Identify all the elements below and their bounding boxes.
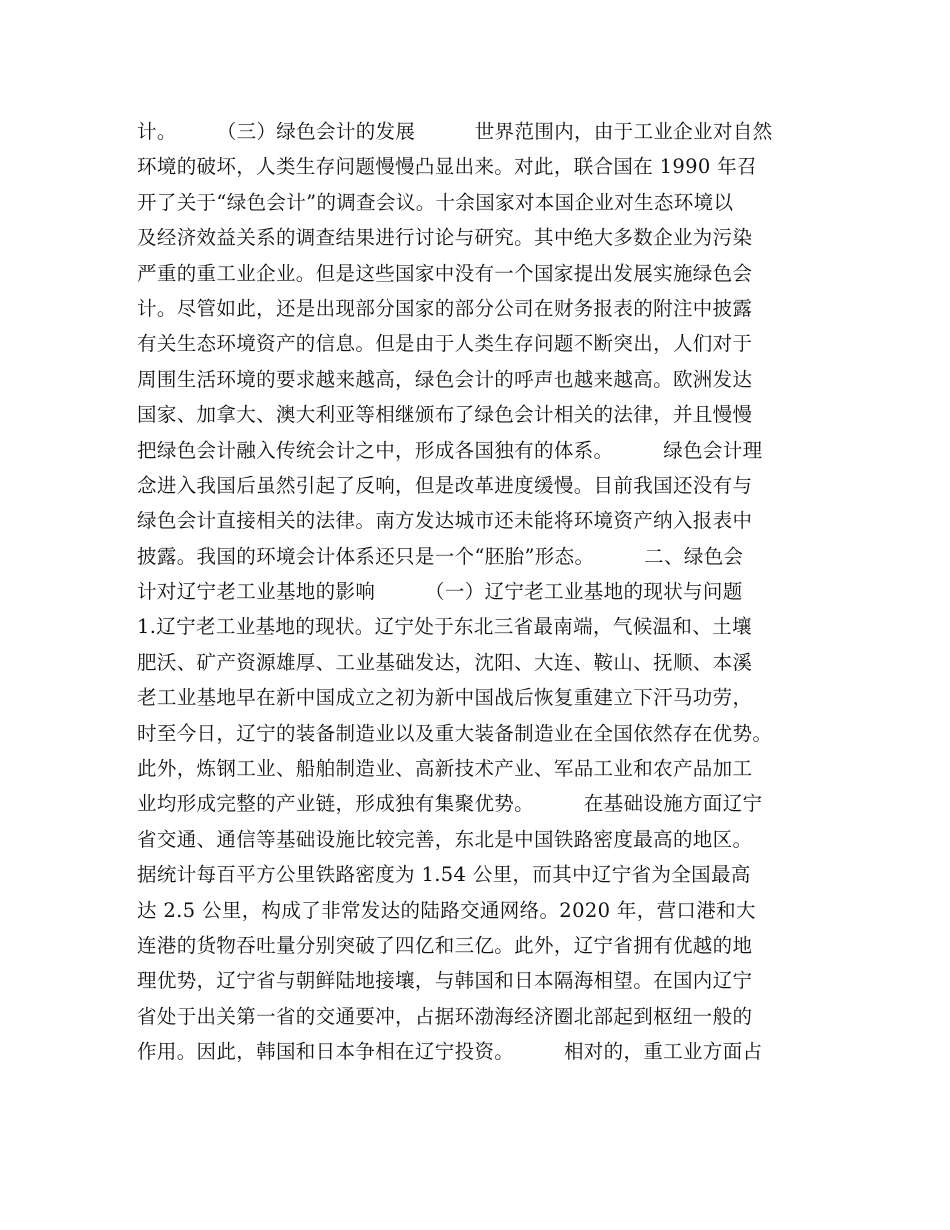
text-line: 理优势，辽宁省与朝鲜陆地接壤，与韩国和日本隔海相望。在国内辽宁 xyxy=(137,969,753,993)
text-line: 作用。因此，韩国和日本争相在辽宁投资。 相对的，重工业方面占 xyxy=(137,1040,763,1064)
text-line: 连港的货物吞吐量分别突破了四亿和三亿。此外，辽宁省拥有优越的地 xyxy=(137,933,753,957)
text-line: 有关生态环境资产的信息。但是由于人类生存问题不断突出，人们对于 xyxy=(137,332,753,356)
text-line: 念进入我国后虽然引起了反响，但是改革进度缓慢。目前我国还没有与 xyxy=(137,473,753,497)
text-line: 国家、加拿大、澳大利亚等相继颁布了绿色会计相关的法律，并且慢慢 xyxy=(137,403,753,427)
text-line: 计。 （三）绿色会计的发展 世界范围内，由于工业企业对自然 xyxy=(137,120,773,143)
text-line: 披露。我国的环境会计体系还只是一个“胚胎”形态。 二、绿色会 xyxy=(137,544,744,568)
text-line: 据统计每百平方公里铁路密度为 1.54 公里，而其中辽宁省为全国最高 xyxy=(137,863,751,887)
text-line: 达 2.5 公里，构成了非常发达的陆路交通网络。2020 年，营口港和大 xyxy=(137,898,756,922)
text-line: 1.辽宁老工业基地的现状。辽宁处于东北三省最南端，气候温和、土壤 xyxy=(137,615,752,639)
text-line: 肥沃、矿产资源雄厚、工业基础发达，沈阳、大连、鞍山、抚顺、本溪 xyxy=(137,650,753,674)
text-line: 开了关于“绿色会计”的调查会议。十余国家对本国企业对生态环境以 xyxy=(137,190,734,214)
text-line: 省处于出关第一省的交通要冲，占据环渤海经济圈北部起到枢纽一般的 xyxy=(137,1004,753,1028)
text-line: 及经济效益关系的调查结果进行讨论与研究。其中绝大多数企业为污染 xyxy=(137,226,753,250)
text-line: 时至今日，辽宁的装备制造业以及重大装备制造业在全国依然存在优势。 xyxy=(137,721,773,745)
text-line: 严重的重工业企业。但是这些国家中没有一个国家提出发展实施绿色会 xyxy=(137,261,753,285)
text-line: 省交通、通信等基础设施比较完善，东北是中国铁路密度最高的地区。 xyxy=(137,827,753,851)
text-line: 环境的破坏，人类生存问题慢慢凸显出来。对此，联合国在 1990 年召 xyxy=(137,155,757,179)
body-text xyxy=(137,114,837,1070)
text-line: 计对辽宁老工业基地的影响 （一）辽宁老工业基地的现状与问题 xyxy=(137,580,743,604)
text-line: 业均形成完整的产业链，形成独有集聚优势。 在基础设施方面辽宁 xyxy=(137,792,763,816)
text-line: 老工业基地早在新中国成立之初为新中国战后恢复重建立下汗马功劳， xyxy=(137,686,753,710)
text-line: 计。尽管如此，还是出现部分国家的部分公司在财务报表的附注中披露 xyxy=(137,296,753,320)
text-line: 把绿色会计融入传统会计之中，形成各国独有的体系。 绿色会计理 xyxy=(137,438,763,462)
text-line: 周围生活环境的要求越来越高，绿色会计的呼声也越来越高。欧洲发达 xyxy=(137,367,753,391)
text-line: 此外，炼钢工业、船舶制造业、高新技术产业、军品工业和农产品加工 xyxy=(137,757,753,781)
text-line: 绿色会计直接相关的法律。南方发达城市还未能将环境资产纳入报表中 xyxy=(137,509,753,533)
